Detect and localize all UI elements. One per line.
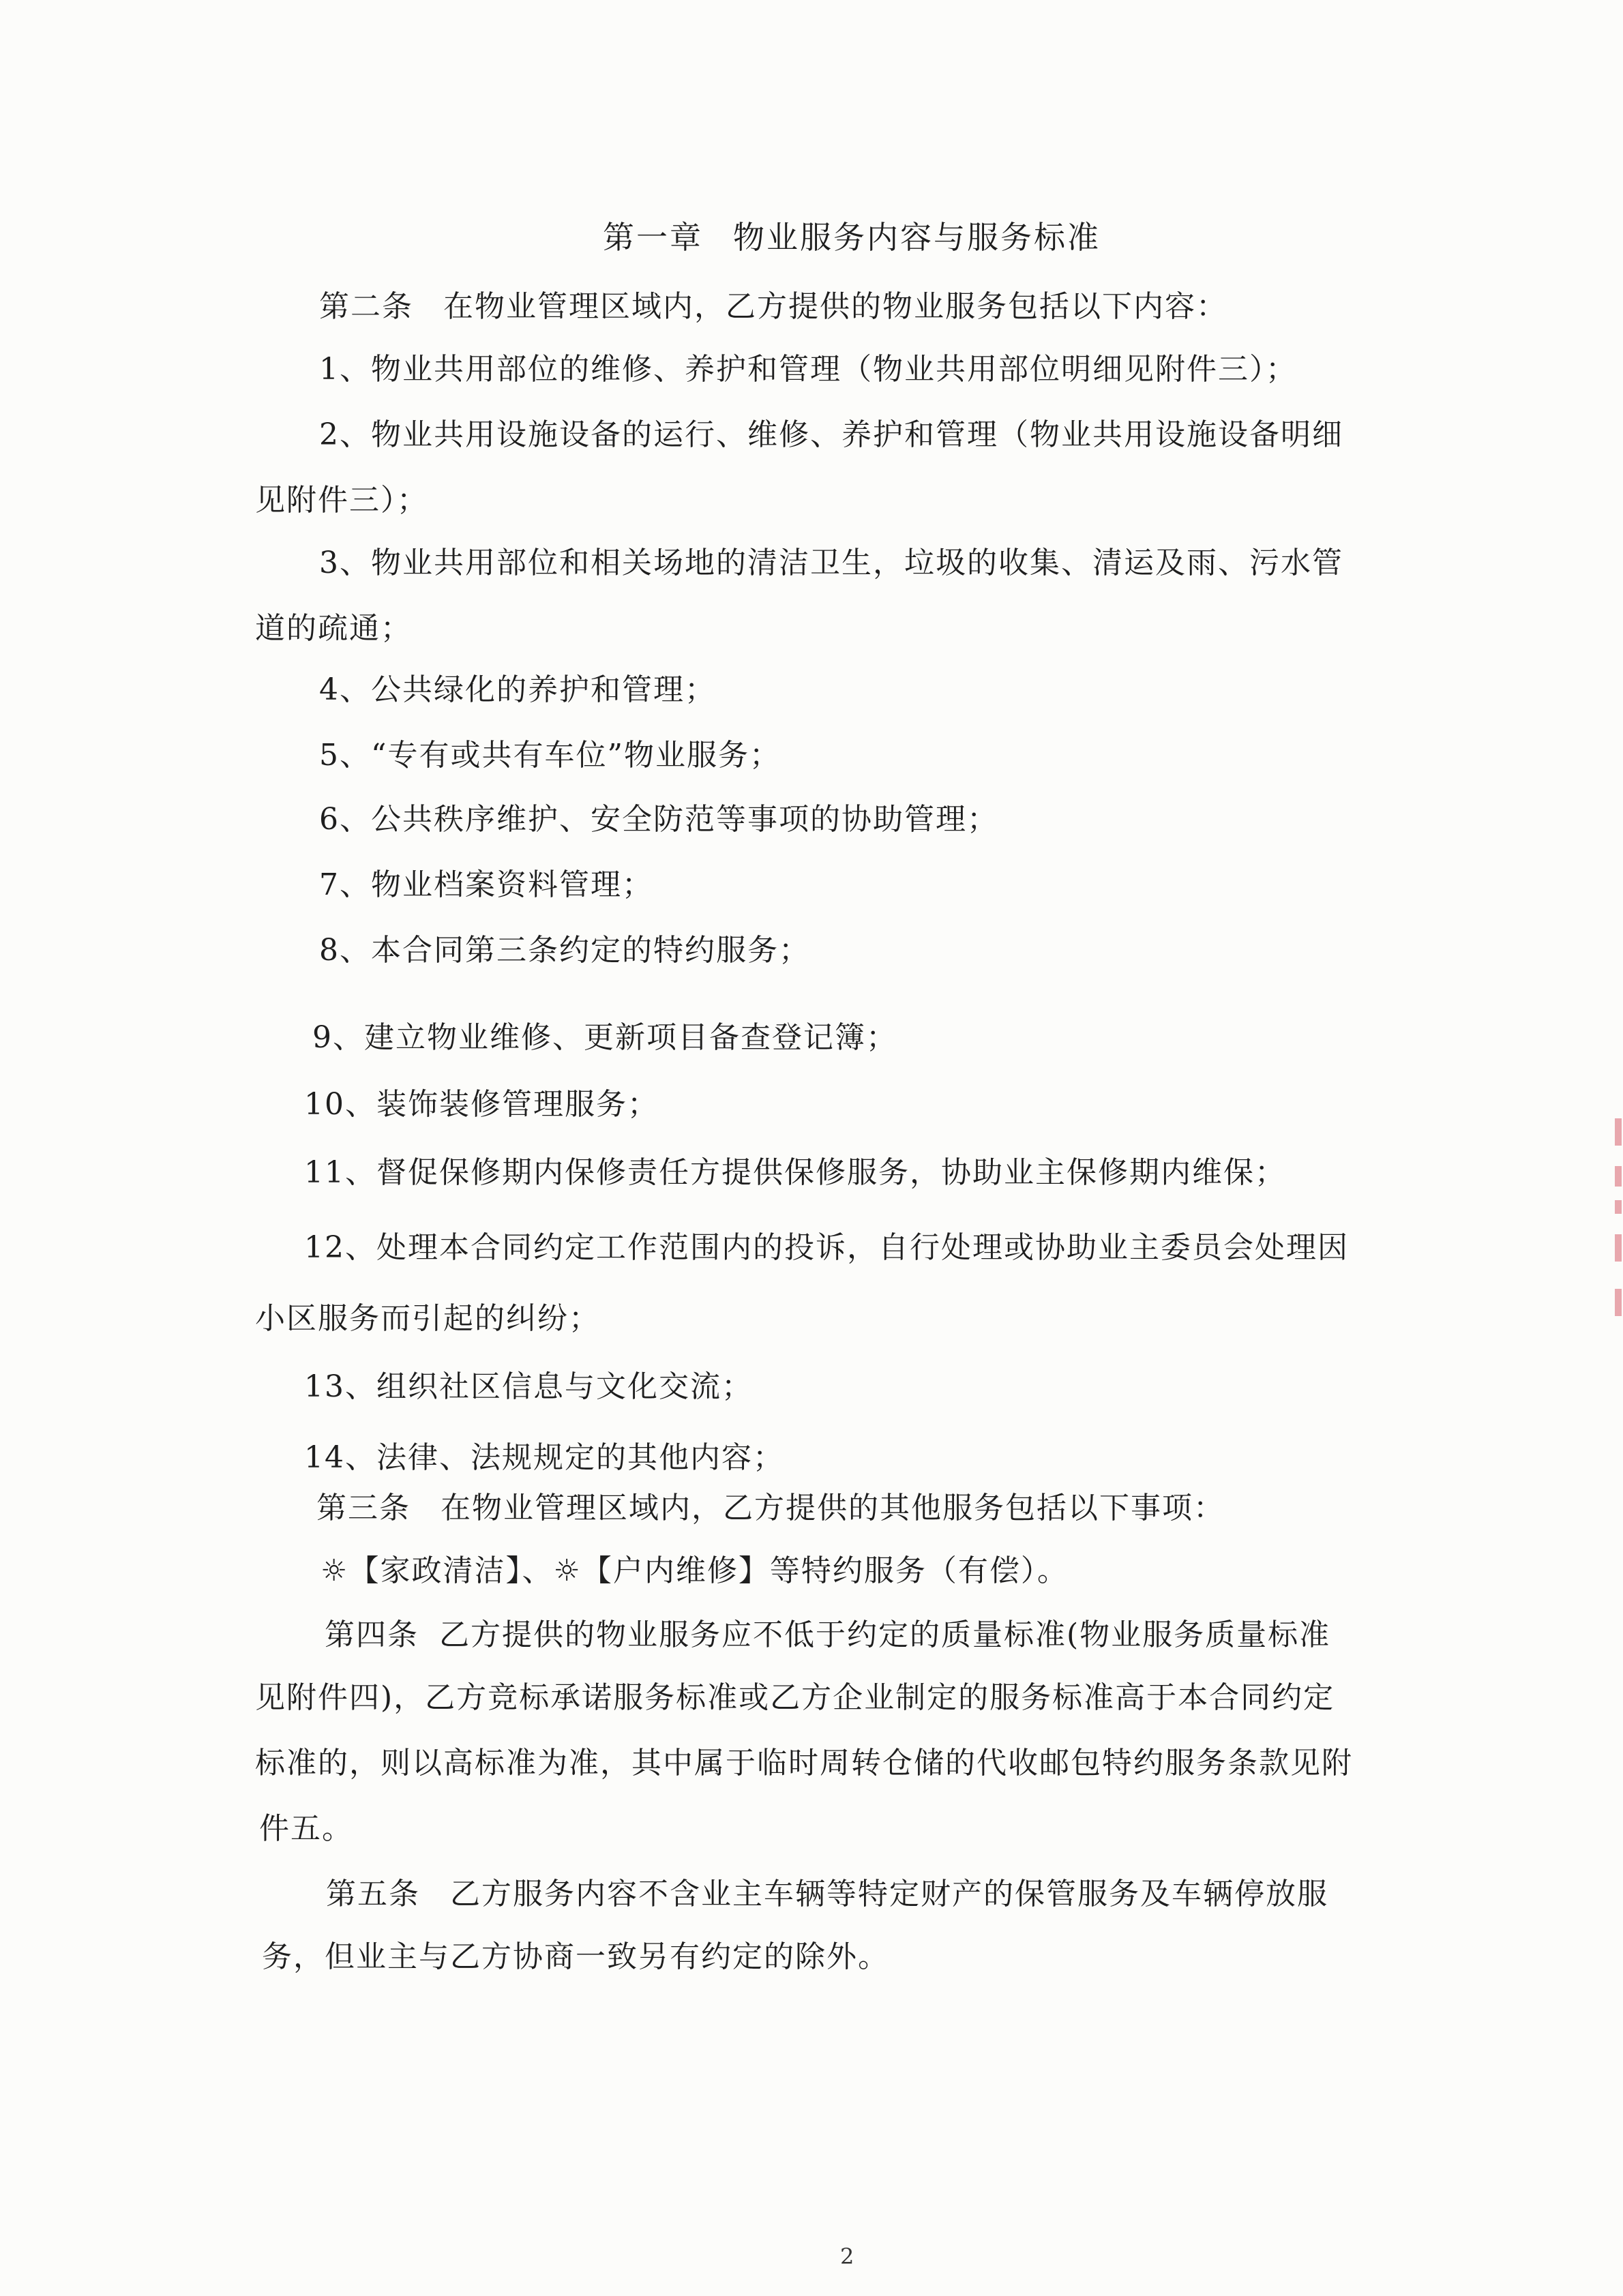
article-2	[319, 286, 1227, 327]
article-4-line: 件五。	[259, 1811, 353, 1846]
list-item: 12、处理本合同约定工作范围内的投诉，自行处理或协助业主委员会处理因	[304, 1230, 1349, 1265]
article-4-label: 第四条	[325, 1617, 419, 1652]
list-item: 1、物业共用部位的维修、养护和管理（物业共用部位明细见附件三）；	[319, 352, 1297, 387]
list-item-continuation: 小区服务而引起的纠纷；	[255, 1301, 600, 1336]
list-item: 7、物业档案资料管理；	[319, 867, 653, 902]
article-3-text: 在物业管理区域内，乙方提供的其他服务包括以下事项：	[441, 1491, 1225, 1525]
article-5-text: 乙方服务内容不含业主车辆等特定财产的保管服务及车辆停放服	[450, 1877, 1328, 1911]
list-item: 13、组织社区信息与文化交流；	[304, 1369, 753, 1404]
list-item: 11、督促保修期内保修责任方提供保修服务，协助业主保修期内维保；	[304, 1155, 1286, 1190]
list-item-continuation: 见附件三）；	[255, 483, 428, 518]
list-item: 5、“专有或共有车位”物业服务；	[319, 738, 781, 773]
article-4	[325, 1615, 1330, 1656]
chapter-text: 物业服务内容与服务标准	[733, 219, 1101, 256]
list-item: 2、物业共用设施设备的运行、维修、养护和管理（物业共用设施设备明细	[319, 417, 1343, 452]
chapter-label: 第一章	[603, 219, 703, 256]
seal-stamp-edge	[1612, 1118, 1623, 1316]
article-2-text: 在物业管理区域内，乙方提供的物业服务包括以下内容：	[443, 289, 1227, 324]
list-item: 8、本合同第三条约定的特约服务；	[319, 933, 810, 968]
chapter-title	[603, 217, 1101, 258]
article-3	[316, 1488, 1225, 1529]
list-item: 3、物业共用部位和相关场地的清洁卫生，垃圾的收集、清运及雨、污水管	[319, 546, 1343, 580]
article-5-line: 务，但业主与乙方协商一致另有约定的除外。	[262, 1939, 889, 1974]
article-4-line: 见附件四)，乙方竞标承诺服务标准或乙方企业制定的服务标准高于本合同约定	[255, 1680, 1335, 1715]
list-item: 10、装饰装修管理服务；	[304, 1087, 659, 1122]
article-4-line: 标准的，则以高标准为准，其中属于临时周转仓储的代收邮包特约服务条款见附	[255, 1746, 1353, 1780]
list-item-continuation: 道的疏通；	[255, 611, 412, 646]
article-3-services: ☼【家政清洁】、☼【户内维修】等特约服务（有偿）。	[321, 1553, 1069, 1588]
article-3-label: 第三条	[316, 1491, 411, 1525]
page-number: 2	[840, 2243, 854, 2269]
article-4-text: 乙方提供的物业服务应不低于约定的质量标准(物业服务质量标准	[439, 1617, 1331, 1652]
list-item: 9、建立物业维修、更新项目备查登记簿；	[312, 1020, 897, 1055]
list-item: 6、公共秩序维护、安全防范等事项的协助管理；	[319, 802, 998, 837]
list-item: 4、公共绿化的养护和管理；	[319, 672, 716, 707]
article-5	[326, 1874, 1328, 1915]
list-item: 14、法律、法规规定的其他内容；	[304, 1440, 784, 1475]
article-5-label: 第五条	[326, 1877, 420, 1911]
article-2-label: 第二条	[319, 289, 413, 324]
